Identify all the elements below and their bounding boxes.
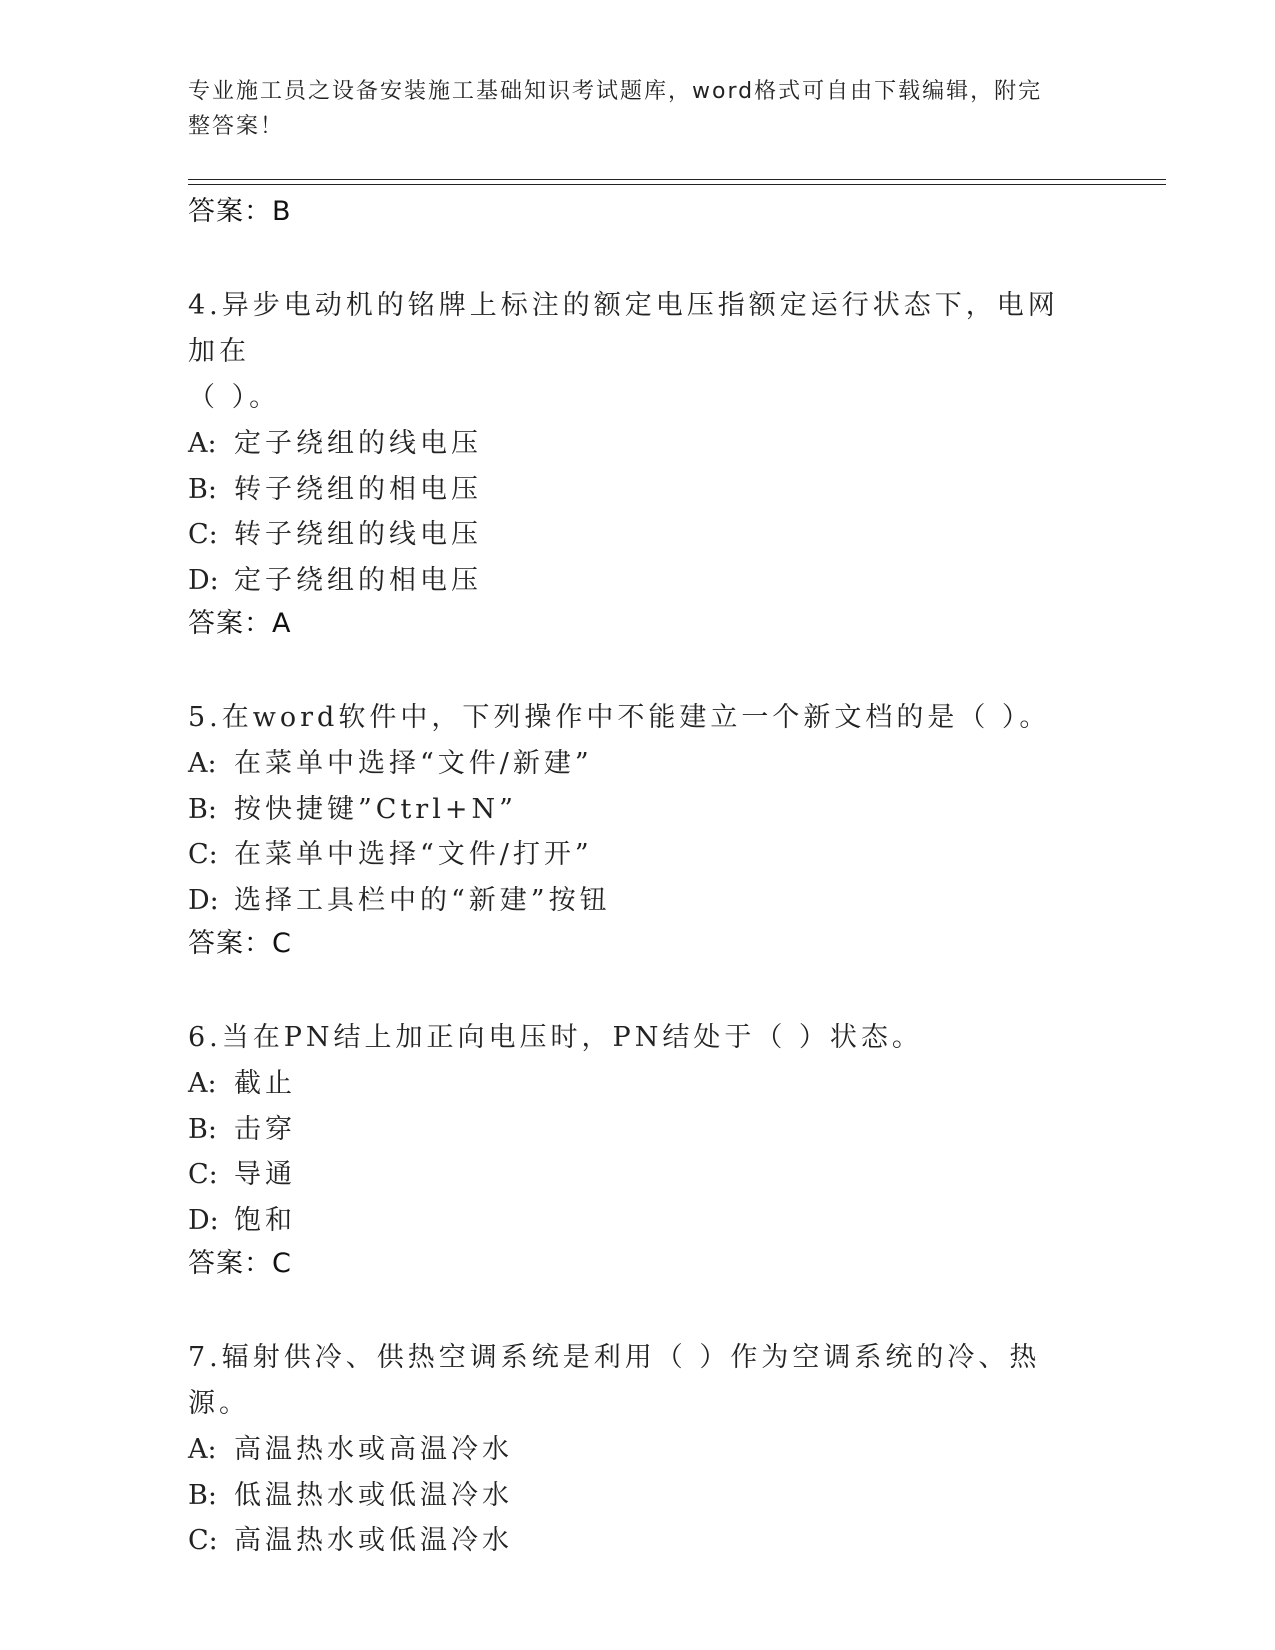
- option-text: 定子绕组的相电压: [234, 564, 482, 596]
- option-text: 定子绕组的线电压: [234, 428, 482, 459]
- option-item: [188, 421, 1088, 467]
- option-key: C:: [188, 1525, 218, 1556]
- option-item: [188, 878, 1088, 924]
- option-text: 高温热水或高温冷水: [234, 1434, 513, 1465]
- option-key: B:: [188, 473, 217, 505]
- option-text: 在菜单中选择“文件/打开”: [234, 839, 593, 870]
- question-list: [188, 191, 1088, 1564]
- option-key: A:: [188, 748, 217, 779]
- answer-line: [188, 191, 1088, 233]
- option-text: 高温热水或低温冷水: [234, 1525, 513, 1556]
- option-item: [188, 1427, 1088, 1473]
- option-text: 在菜单中选择“文件/新建”: [234, 748, 593, 779]
- answer-line: [188, 923, 1088, 965]
- question-stem: 6.当在PN结上加正向电压时，PN结处于（ ）状态。: [188, 1022, 923, 1053]
- option-item: [188, 1152, 1088, 1198]
- option-key: C:: [188, 1159, 218, 1190]
- option-item: [188, 1107, 1088, 1153]
- option-key: B:: [188, 793, 217, 825]
- option-key: C:: [188, 519, 218, 550]
- option-item: [188, 787, 1088, 833]
- option-text: 击穿: [234, 1113, 296, 1145]
- option-item: [188, 1198, 1088, 1244]
- answer-label: 答案：: [188, 608, 272, 639]
- answer-value: B: [272, 196, 292, 227]
- answer-line: [188, 603, 1088, 645]
- option-key: A:: [188, 1068, 217, 1099]
- option-item: [188, 832, 1088, 878]
- option-text: 转子绕组的相电压: [234, 473, 482, 505]
- option-text: 导通: [234, 1159, 296, 1190]
- question-block: [188, 695, 1088, 965]
- option-item: [188, 1061, 1088, 1107]
- document-header: [188, 74, 1078, 144]
- option-text: 按快捷键”Ctrl+N”: [234, 793, 517, 825]
- option-text: 饱和: [234, 1204, 296, 1236]
- header-line-2: 整答案！: [188, 114, 285, 139]
- header-line-1: 专业施工员之设备安装施工基础知识考试题库，word格式可自由下载编辑，附完: [188, 79, 1043, 104]
- question-block: [188, 1335, 1088, 1564]
- answer-label: 答案：: [188, 1248, 272, 1279]
- header-divider-bottom: [188, 184, 1166, 185]
- answer-label: 答案：: [188, 928, 272, 959]
- answer-label: 答案：: [188, 196, 272, 227]
- question-stem: （ ）。: [188, 382, 281, 413]
- option-key: B:: [188, 1479, 217, 1511]
- option-item: [188, 558, 1088, 604]
- question-stem: 7.辐射供冷、供热空调系统是利用（ ）作为空调系统的冷、热源。: [188, 1342, 1041, 1419]
- option-text: 选择工具栏中的“新建”按钮: [234, 884, 611, 916]
- answer-value: A: [272, 608, 292, 639]
- option-key: D:: [188, 884, 219, 916]
- option-item: [188, 512, 1088, 558]
- option-text: 截止: [234, 1068, 296, 1099]
- option-text: 转子绕组的线电压: [234, 519, 482, 550]
- option-key: A:: [188, 1434, 217, 1465]
- option-item: [188, 741, 1088, 787]
- option-item: [188, 1473, 1088, 1519]
- question-block: [188, 1015, 1088, 1285]
- option-key: D:: [188, 1204, 219, 1236]
- question-block: [188, 283, 1088, 645]
- option-key: C:: [188, 839, 218, 870]
- answer-line: [188, 1243, 1088, 1285]
- option-item: [188, 1518, 1088, 1564]
- question-stem: 4.异步电动机的铭牌上标注的额定电压指额定运行状态下，电网加在: [188, 290, 1059, 367]
- option-item: [188, 467, 1088, 513]
- header-divider-top: [188, 179, 1166, 180]
- question-stem: 5.在word软件中，下列操作中不能建立一个新文档的是（ ）。: [188, 702, 1051, 733]
- answer-value: C: [272, 928, 292, 959]
- option-text: 低温热水或低温冷水: [234, 1479, 513, 1511]
- option-key: A:: [188, 428, 217, 459]
- option-key: B:: [188, 1113, 217, 1145]
- answer-value: C: [272, 1248, 292, 1279]
- option-key: D:: [188, 564, 219, 596]
